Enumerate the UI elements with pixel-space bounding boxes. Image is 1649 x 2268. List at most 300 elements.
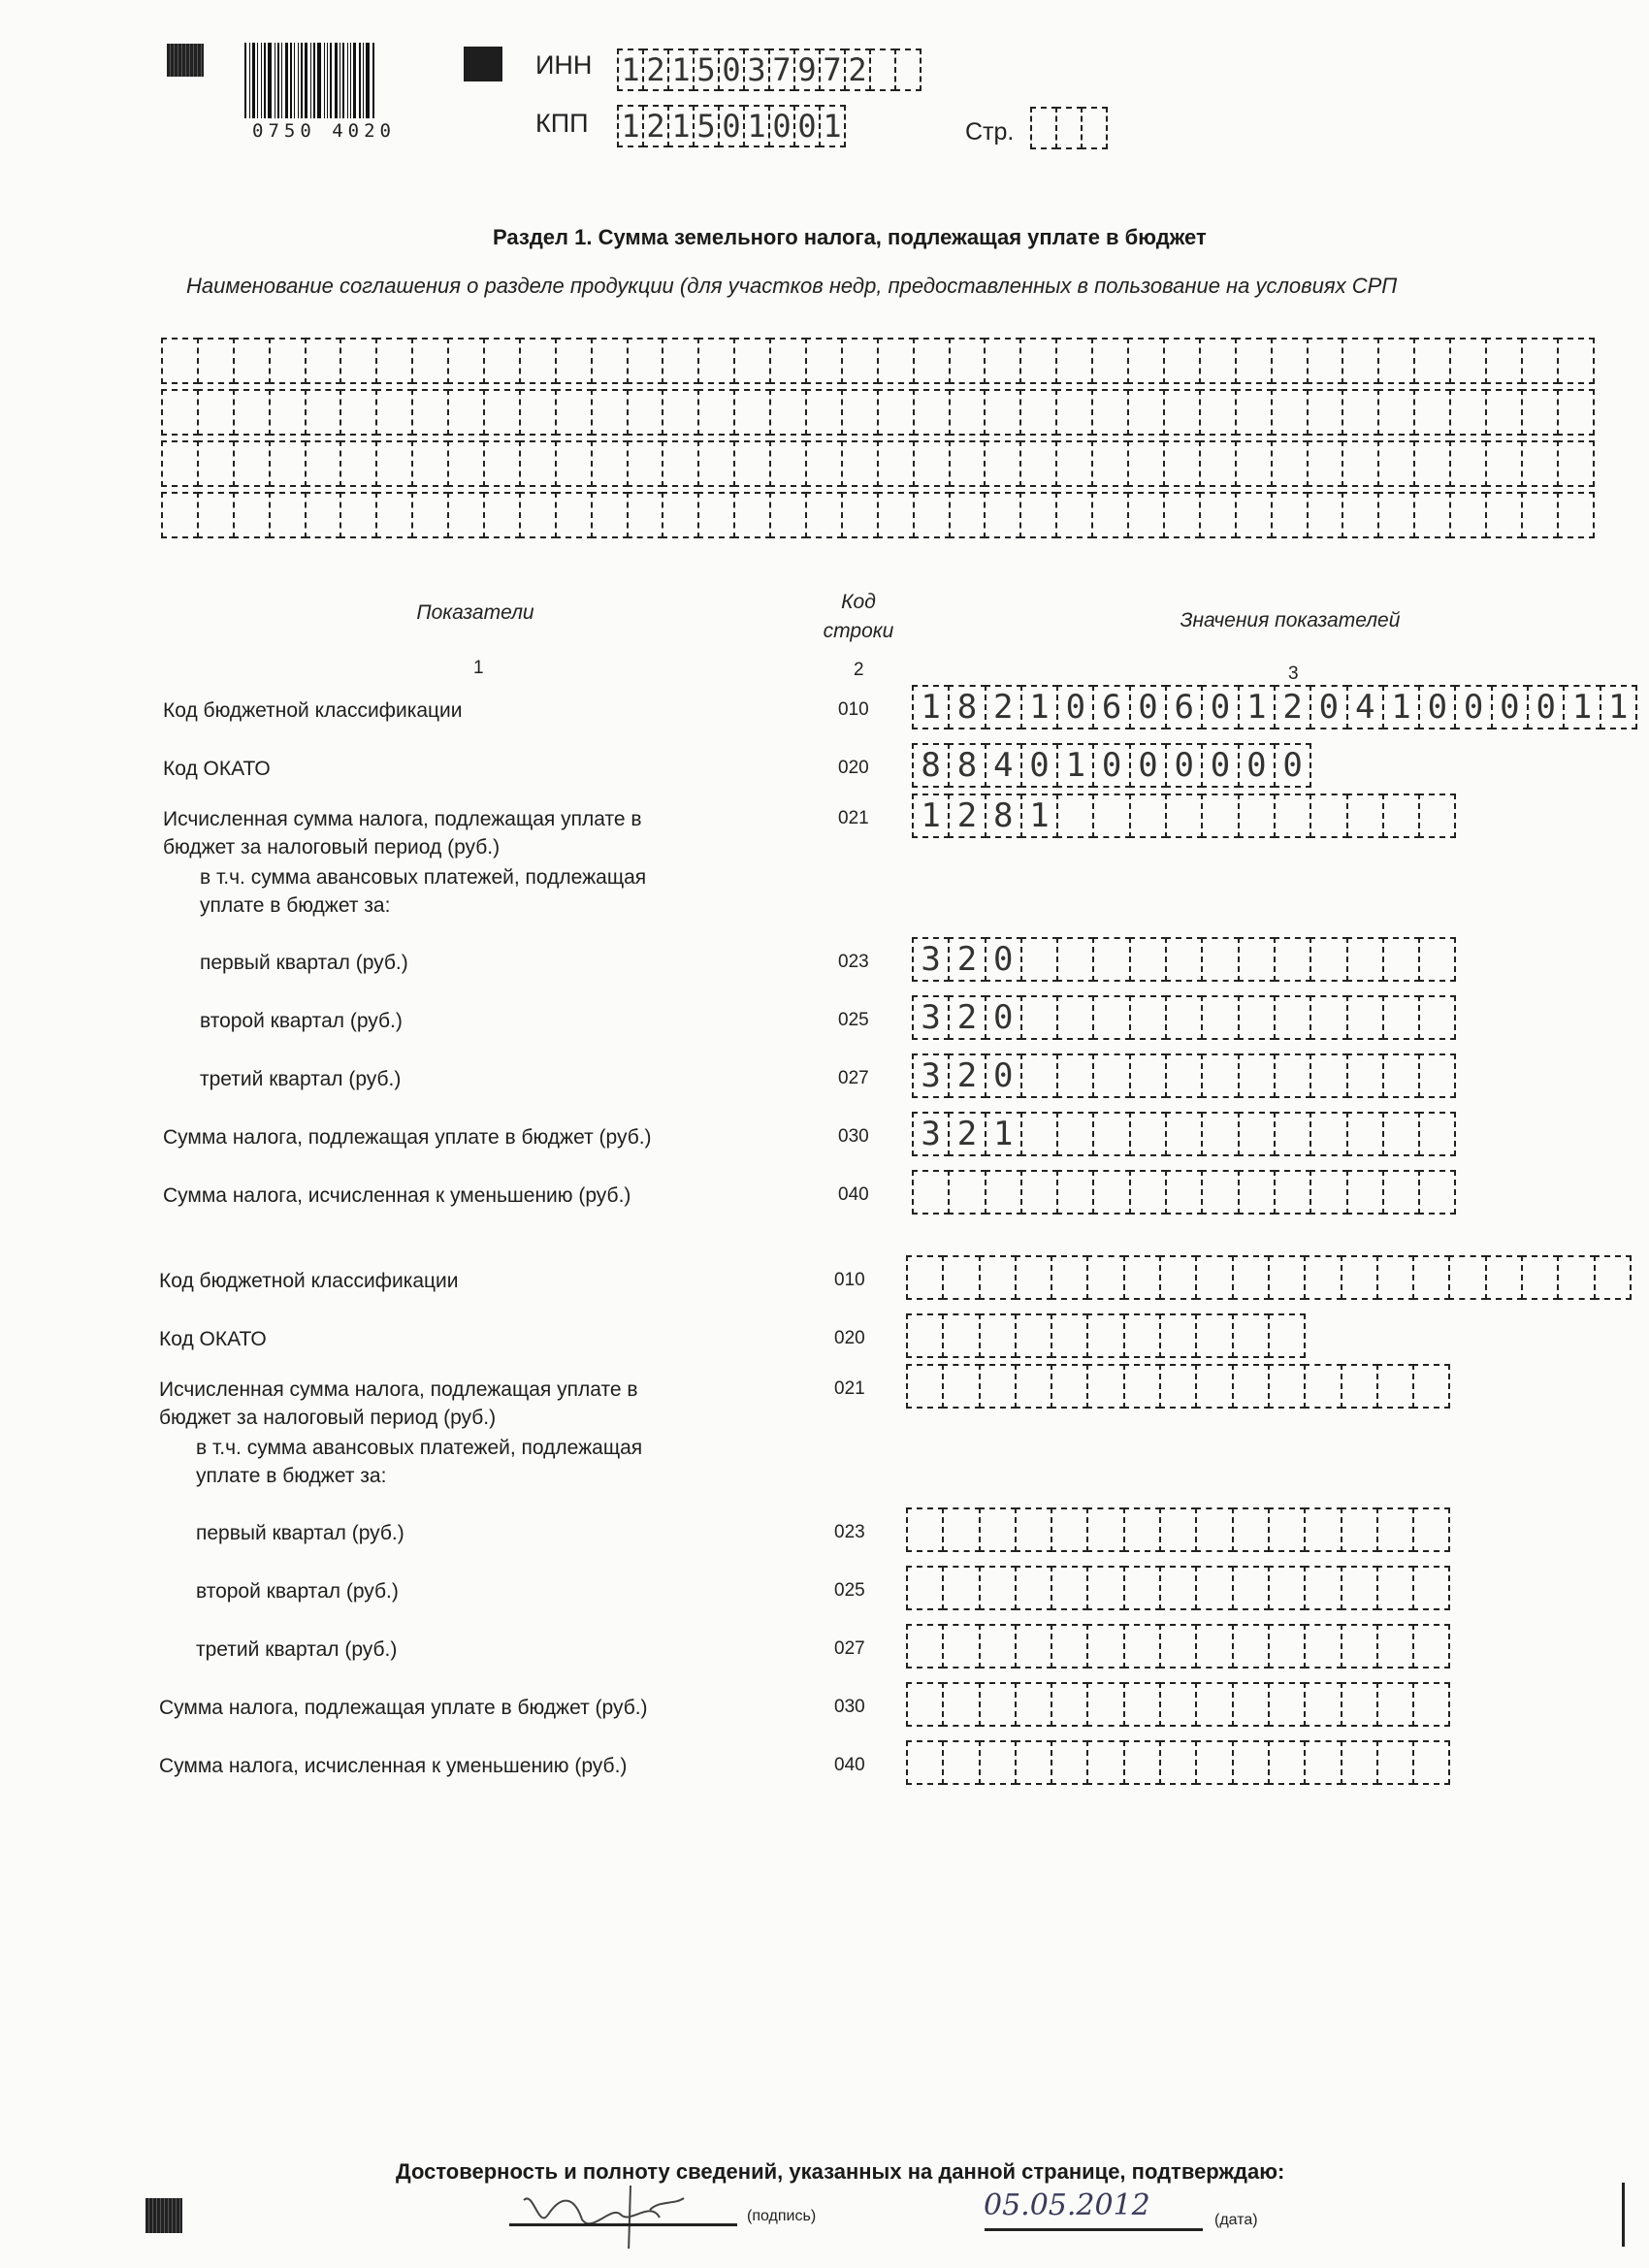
value-cell[interactable]	[906, 1507, 944, 1552]
value-cell[interactable]	[1051, 1507, 1088, 1552]
value-cell[interactable]	[1051, 1313, 1088, 1358]
agreement-cell[interactable]	[1091, 440, 1129, 487]
value-cell[interactable]: 1	[1020, 794, 1058, 838]
value-cell[interactable]	[1086, 1566, 1124, 1610]
value-cell[interactable]: 2	[948, 995, 986, 1040]
value-cell[interactable]: 2	[948, 1112, 986, 1156]
value-cell[interactable]	[942, 1740, 980, 1785]
agreement-cell[interactable]	[1199, 338, 1237, 384]
value-field-027[interactable]	[912, 1053, 1454, 1098]
value-cell[interactable]	[1304, 1566, 1342, 1610]
value-cell[interactable]	[1159, 1313, 1197, 1358]
value-cell[interactable]	[1015, 1740, 1052, 1785]
agreement-cell[interactable]	[877, 338, 915, 384]
value-field-010[interactable]	[912, 685, 1635, 729]
inn-cell[interactable]: 0	[718, 49, 745, 91]
value-cell[interactable]	[1304, 1507, 1342, 1552]
value-field-030[interactable]	[912, 1112, 1454, 1156]
agreement-cell[interactable]	[1377, 440, 1415, 487]
value-cell[interactable]: 0	[1527, 685, 1565, 729]
value-cell[interactable]	[1123, 1507, 1161, 1552]
value-cell[interactable]	[1051, 1740, 1088, 1785]
value-cell[interactable]	[1346, 937, 1384, 982]
value-cell[interactable]	[942, 1255, 980, 1300]
value-cell[interactable]	[912, 1170, 950, 1215]
value-cell[interactable]	[1195, 1507, 1233, 1552]
value-cell[interactable]	[1274, 1112, 1311, 1156]
value-cell[interactable]	[1594, 1255, 1632, 1300]
value-cell[interactable]	[1201, 794, 1239, 838]
agreement-cell[interactable]	[1307, 338, 1344, 384]
inn-cell[interactable]: 2	[642, 49, 669, 91]
agreement-cell[interactable]	[1342, 440, 1379, 487]
value-cell[interactable]	[1232, 1507, 1270, 1552]
agreement-cell[interactable]	[1485, 440, 1523, 487]
value-cell[interactable]: 3	[912, 1112, 950, 1156]
value-cell[interactable]	[1165, 1170, 1203, 1215]
agreement-cell[interactable]	[1449, 389, 1487, 436]
kpp-cell[interactable]: 1	[617, 105, 644, 147]
value-cell[interactable]: 1	[985, 1112, 1022, 1156]
value-cell[interactable]: 3	[912, 937, 950, 982]
value-cell[interactable]: 1	[1382, 685, 1420, 729]
value-cell[interactable]	[1056, 1053, 1094, 1098]
value-cell[interactable]	[1310, 1053, 1347, 1098]
value-cell[interactable]	[979, 1682, 1017, 1727]
agreement-cell[interactable]	[1521, 492, 1559, 538]
agreement-cell[interactable]	[733, 389, 771, 436]
value-cell[interactable]: 0	[1201, 743, 1239, 788]
value-cell[interactable]	[1382, 1170, 1420, 1215]
value-cell[interactable]	[1195, 1364, 1233, 1409]
value-cell[interactable]	[979, 1507, 1017, 1552]
agreement-cell[interactable]	[697, 492, 735, 538]
value-cell[interactable]	[1129, 937, 1167, 982]
value-cell[interactable]	[1123, 1624, 1161, 1669]
kpp-cell[interactable]: 0	[768, 105, 795, 147]
agreement-cell[interactable]	[269, 492, 307, 538]
value-cell[interactable]	[1165, 1112, 1203, 1156]
value-cell[interactable]	[1376, 1255, 1414, 1300]
agreement-cell[interactable]	[1307, 440, 1344, 487]
value-cell[interactable]	[1346, 995, 1384, 1040]
agreement-cell[interactable]	[913, 492, 951, 538]
value-cell[interactable]: 6	[1165, 685, 1203, 729]
value-cell[interactable]: 0	[985, 937, 1022, 982]
value-cell[interactable]: 1	[1563, 685, 1600, 729]
inn-cell[interactable]	[869, 49, 896, 91]
value-cell[interactable]	[1346, 1053, 1384, 1098]
value-cell[interactable]	[1310, 794, 1347, 838]
value-field-027[interactable]	[906, 1624, 1448, 1669]
agreement-cell[interactable]	[233, 440, 271, 487]
value-cell[interactable]	[1341, 1364, 1378, 1409]
value-cell[interactable]	[1382, 794, 1420, 838]
kpp-cell[interactable]: 5	[693, 105, 720, 147]
value-cell[interactable]: 8	[948, 685, 986, 729]
agreement-cell[interactable]	[984, 440, 1021, 487]
value-cell[interactable]	[906, 1255, 944, 1300]
value-cell[interactable]	[1086, 1740, 1124, 1785]
value-cell[interactable]: 0	[1238, 743, 1276, 788]
value-cell[interactable]	[942, 1566, 980, 1610]
agreement-cell[interactable]	[662, 389, 699, 436]
value-cell[interactable]	[1086, 1255, 1124, 1300]
value-cell[interactable]	[1123, 1566, 1161, 1610]
value-cell[interactable]	[1382, 995, 1420, 1040]
agreement-cell[interactable]	[591, 492, 629, 538]
page-number-cell[interactable]	[1081, 107, 1108, 149]
inn-cell[interactable]: 2	[844, 49, 871, 91]
agreement-cell[interactable]	[591, 440, 629, 487]
agreement-cell[interactable]	[1199, 389, 1237, 436]
agreement-cell[interactable]	[483, 338, 521, 384]
agreement-cell[interactable]	[1091, 492, 1129, 538]
agreement-cell[interactable]	[447, 440, 485, 487]
value-cell[interactable]	[1376, 1507, 1414, 1552]
agreement-cell[interactable]	[340, 338, 377, 384]
agreement-cell[interactable]	[375, 338, 413, 384]
value-cell[interactable]	[1304, 1740, 1342, 1785]
agreement-cell[interactable]	[591, 338, 629, 384]
agreement-cell[interactable]	[519, 492, 557, 538]
value-cell[interactable]: 0	[1274, 743, 1311, 788]
agreement-cell[interactable]	[1091, 338, 1129, 384]
value-cell[interactable]	[1159, 1740, 1197, 1785]
value-cell[interactable]	[1310, 1170, 1347, 1215]
page-number-cell[interactable]	[1055, 107, 1083, 149]
agreement-cell[interactable]	[662, 440, 699, 487]
value-cell[interactable]: 0	[1092, 743, 1130, 788]
agreement-cell[interactable]	[411, 492, 449, 538]
agreement-cell[interactable]	[1449, 440, 1487, 487]
agreement-cell[interactable]	[1271, 440, 1309, 487]
value-cell[interactable]	[1015, 1255, 1052, 1300]
value-cell[interactable]	[1086, 1313, 1124, 1358]
agreement-cell[interactable]	[483, 492, 521, 538]
agreement-cell[interactable]	[949, 440, 986, 487]
value-cell[interactable]: 1	[1238, 685, 1276, 729]
agreement-cell[interactable]	[1127, 338, 1165, 384]
agreement-cell[interactable]	[591, 389, 629, 436]
value-cell[interactable]	[1159, 1682, 1197, 1727]
agreement-cell[interactable]	[877, 440, 915, 487]
agreement-cell[interactable]	[1521, 389, 1559, 436]
value-cell[interactable]	[1195, 1682, 1233, 1727]
value-cell[interactable]	[1123, 1682, 1161, 1727]
value-cell[interactable]: 6	[1092, 685, 1130, 729]
value-cell[interactable]	[1232, 1566, 1270, 1610]
agreement-cell[interactable]	[1235, 389, 1273, 436]
agreement-cell[interactable]	[1307, 389, 1344, 436]
value-cell[interactable]	[1274, 995, 1311, 1040]
value-cell[interactable]	[1382, 1053, 1420, 1098]
agreement-cell[interactable]	[1557, 338, 1595, 384]
value-cell[interactable]: 2	[948, 1053, 986, 1098]
value-field-030[interactable]	[906, 1682, 1448, 1727]
agreement-cell[interactable]	[1449, 338, 1487, 384]
value-cell[interactable]	[942, 1624, 980, 1669]
value-cell[interactable]	[1238, 794, 1276, 838]
value-cell[interactable]	[1086, 1364, 1124, 1409]
value-cell[interactable]	[1159, 1566, 1197, 1610]
value-field-023[interactable]	[912, 937, 1454, 982]
agreement-cell[interactable]	[1449, 492, 1487, 538]
value-cell[interactable]: 0	[985, 995, 1022, 1040]
value-cell[interactable]	[979, 1566, 1017, 1610]
agreement-cell[interactable]	[1199, 440, 1237, 487]
value-cell[interactable]	[1165, 1053, 1203, 1098]
agreement-cell[interactable]	[1485, 492, 1523, 538]
agreement-cell[interactable]	[555, 389, 593, 436]
value-cell[interactable]	[1274, 937, 1311, 982]
inn-cell[interactable]: 1	[617, 49, 644, 91]
value-cell[interactable]	[1051, 1624, 1088, 1669]
value-cell[interactable]	[1346, 794, 1384, 838]
agreement-cell[interactable]	[519, 389, 557, 436]
agreement-cell[interactable]	[733, 338, 771, 384]
value-cell[interactable]	[1092, 995, 1130, 1040]
value-cell[interactable]: 4	[985, 743, 1022, 788]
value-cell[interactable]	[1412, 1624, 1450, 1669]
agreement-cell[interactable]	[627, 389, 664, 436]
agreement-cell[interactable]	[340, 492, 377, 538]
value-cell[interactable]	[1304, 1364, 1342, 1409]
agreement-cell[interactable]	[411, 338, 449, 384]
agreement-cell[interactable]	[1557, 389, 1595, 436]
value-cell[interactable]: 8	[948, 743, 986, 788]
value-cell[interactable]	[1015, 1624, 1052, 1669]
value-cell[interactable]	[1165, 995, 1203, 1040]
value-cell[interactable]: 1	[1056, 743, 1094, 788]
value-cell[interactable]	[906, 1566, 944, 1610]
value-cell[interactable]	[1056, 794, 1094, 838]
agreement-cell[interactable]	[1342, 389, 1379, 436]
value-cell[interactable]	[1056, 1170, 1094, 1215]
value-cell[interactable]	[1129, 1170, 1167, 1215]
value-cell[interactable]: 8	[912, 743, 950, 788]
value-cell[interactable]: 2	[985, 685, 1022, 729]
value-cell[interactable]	[1159, 1507, 1197, 1552]
agreement-cell[interactable]	[1342, 492, 1379, 538]
value-cell[interactable]	[1195, 1740, 1233, 1785]
value-cell[interactable]	[942, 1313, 980, 1358]
value-cell[interactable]	[1051, 1364, 1088, 1409]
value-cell[interactable]	[1412, 1740, 1450, 1785]
value-cell[interactable]: 3	[912, 995, 950, 1040]
agreement-cell[interactable]	[1019, 389, 1057, 436]
value-cell[interactable]	[1092, 1053, 1130, 1098]
agreement-cell[interactable]	[305, 492, 342, 538]
agreement-cell[interactable]	[1091, 389, 1129, 436]
value-cell[interactable]	[1418, 1053, 1456, 1098]
value-cell[interactable]	[1056, 937, 1094, 982]
agreement-cell[interactable]	[1413, 389, 1451, 436]
value-cell[interactable]: 2	[1274, 685, 1311, 729]
value-cell[interactable]	[1238, 995, 1276, 1040]
value-cell[interactable]	[1418, 1112, 1456, 1156]
value-cell[interactable]	[1201, 937, 1239, 982]
agreement-cell[interactable]	[913, 389, 951, 436]
agreement-cell[interactable]	[769, 492, 807, 538]
agreement-cell[interactable]	[233, 492, 271, 538]
agreement-cell[interactable]	[1413, 338, 1451, 384]
value-cell[interactable]	[1020, 995, 1058, 1040]
value-cell[interactable]	[1015, 1364, 1052, 1409]
agreement-cell[interactable]	[805, 338, 843, 384]
value-cell[interactable]	[1268, 1682, 1306, 1727]
agreement-cell[interactable]	[1055, 338, 1093, 384]
value-cell[interactable]	[1129, 794, 1167, 838]
agreement-cell[interactable]	[627, 338, 664, 384]
inn-cell[interactable]: 7	[768, 49, 795, 91]
agreement-cell[interactable]	[1377, 492, 1415, 538]
agreement-cell[interactable]	[483, 389, 521, 436]
page-number-field[interactable]	[1030, 107, 1106, 149]
value-cell[interactable]	[1418, 995, 1456, 1040]
agreement-cell[interactable]	[1557, 492, 1595, 538]
agreement-cell[interactable]	[984, 492, 1021, 538]
agreement-cell[interactable]	[233, 389, 271, 436]
value-cell[interactable]	[1129, 1053, 1167, 1098]
agreement-cell[interactable]	[340, 389, 377, 436]
value-cell[interactable]: 3	[912, 1053, 950, 1098]
value-cell[interactable]	[979, 1364, 1017, 1409]
value-cell[interactable]	[942, 1682, 980, 1727]
value-cell[interactable]	[1015, 1507, 1052, 1552]
value-cell[interactable]	[906, 1624, 944, 1669]
agreement-cell[interactable]	[555, 440, 593, 487]
agreement-cell[interactable]	[305, 389, 342, 436]
agreement-cell[interactable]	[411, 389, 449, 436]
agreement-cell[interactable]	[197, 338, 235, 384]
value-field-040[interactable]	[912, 1170, 1454, 1215]
value-cell[interactable]	[1129, 995, 1167, 1040]
agreement-cell[interactable]	[1163, 492, 1201, 538]
value-cell[interactable]	[1341, 1740, 1378, 1785]
agreement-cell[interactable]	[305, 440, 342, 487]
agreement-cell[interactable]	[447, 492, 485, 538]
agreement-cell[interactable]	[662, 492, 699, 538]
value-cell[interactable]	[1123, 1740, 1161, 1785]
value-cell[interactable]	[1376, 1364, 1414, 1409]
value-cell[interactable]	[1376, 1566, 1414, 1610]
agreement-cell[interactable]	[733, 440, 771, 487]
value-cell[interactable]	[1521, 1255, 1559, 1300]
value-cell[interactable]	[1304, 1255, 1342, 1300]
value-cell[interactable]	[1051, 1682, 1088, 1727]
value-cell[interactable]	[1086, 1682, 1124, 1727]
agreement-cell[interactable]	[197, 492, 235, 538]
value-cell[interactable]: 1	[912, 794, 950, 838]
value-cell[interactable]	[1304, 1624, 1342, 1669]
value-cell[interactable]	[1015, 1566, 1052, 1610]
value-cell[interactable]	[1015, 1313, 1052, 1358]
agreement-cell[interactable]	[1413, 492, 1451, 538]
kpp-cell[interactable]: 0	[718, 105, 745, 147]
agreement-cell[interactable]	[841, 389, 879, 436]
agreement-cell[interactable]	[913, 338, 951, 384]
value-cell[interactable]	[979, 1313, 1017, 1358]
value-cell[interactable]	[1232, 1255, 1270, 1300]
agreement-cell[interactable]	[769, 338, 807, 384]
value-cell[interactable]	[1274, 1053, 1311, 1098]
value-cell[interactable]	[1268, 1624, 1306, 1669]
kpp-cell[interactable]: 0	[793, 105, 821, 147]
value-cell[interactable]: 0	[1056, 685, 1094, 729]
value-cell[interactable]	[1129, 1112, 1167, 1156]
value-cell[interactable]	[1092, 937, 1130, 982]
value-cell[interactable]	[1086, 1624, 1124, 1669]
value-cell[interactable]	[985, 1170, 1022, 1215]
value-field-021[interactable]	[912, 794, 1454, 838]
value-cell[interactable]	[1310, 1112, 1347, 1156]
value-cell[interactable]: 0	[1418, 685, 1456, 729]
value-cell[interactable]: 0	[1310, 685, 1347, 729]
agreement-cell[interactable]	[1377, 389, 1415, 436]
agreement-cell[interactable]	[1413, 440, 1451, 487]
agreement-cell[interactable]	[1019, 440, 1057, 487]
agreement-cell[interactable]	[1163, 389, 1201, 436]
value-cell[interactable]	[1020, 1053, 1058, 1098]
agreement-cell[interactable]	[483, 440, 521, 487]
value-cell[interactable]: 0	[1129, 743, 1167, 788]
agreement-cell[interactable]	[519, 338, 557, 384]
value-cell[interactable]	[1123, 1364, 1161, 1409]
value-cell[interactable]	[1268, 1566, 1306, 1610]
value-cell[interactable]	[1165, 937, 1203, 982]
value-cell[interactable]	[1412, 1507, 1450, 1552]
value-cell[interactable]	[1123, 1255, 1161, 1300]
value-cell[interactable]: 0	[1020, 743, 1058, 788]
agreement-cell[interactable]	[733, 492, 771, 538]
kpp-cell[interactable]: 1	[819, 105, 846, 147]
kpp-cell[interactable]: 1	[667, 105, 695, 147]
agreement-cell[interactable]	[1055, 440, 1093, 487]
value-cell[interactable]	[1274, 794, 1311, 838]
value-cell[interactable]	[1056, 1112, 1094, 1156]
value-cell[interactable]	[1020, 1112, 1058, 1156]
value-cell[interactable]	[1412, 1364, 1450, 1409]
agreement-cell[interactable]	[447, 389, 485, 436]
value-cell[interactable]	[1201, 1170, 1239, 1215]
value-cell[interactable]	[1165, 794, 1203, 838]
agreement-cell[interactable]	[805, 492, 843, 538]
agreement-cell[interactable]	[1557, 440, 1595, 487]
value-field-010[interactable]	[906, 1255, 1630, 1300]
inn-cell[interactable]: 9	[793, 49, 821, 91]
value-cell[interactable]	[1238, 1112, 1276, 1156]
value-cell[interactable]	[1232, 1624, 1270, 1669]
value-cell[interactable]	[1201, 995, 1239, 1040]
agreement-cell[interactable]	[877, 492, 915, 538]
value-cell[interactable]	[1201, 1112, 1239, 1156]
agreement-cell[interactable]	[1235, 338, 1273, 384]
agreement-cell[interactable]	[1342, 338, 1379, 384]
agreement-cell[interactable]	[555, 338, 593, 384]
agreement-cell[interactable]	[1271, 338, 1309, 384]
agreement-cell[interactable]	[411, 440, 449, 487]
inn-cell[interactable]: 7	[819, 49, 846, 91]
agreement-cell[interactable]	[1521, 440, 1559, 487]
agreement-cell[interactable]	[1055, 492, 1093, 538]
value-cell[interactable]	[1268, 1255, 1306, 1300]
value-cell[interactable]: 2	[948, 794, 986, 838]
value-cell[interactable]	[1346, 1112, 1384, 1156]
value-cell[interactable]	[979, 1740, 1017, 1785]
value-cell[interactable]	[1232, 1364, 1270, 1409]
value-field-020[interactable]	[912, 743, 1310, 788]
